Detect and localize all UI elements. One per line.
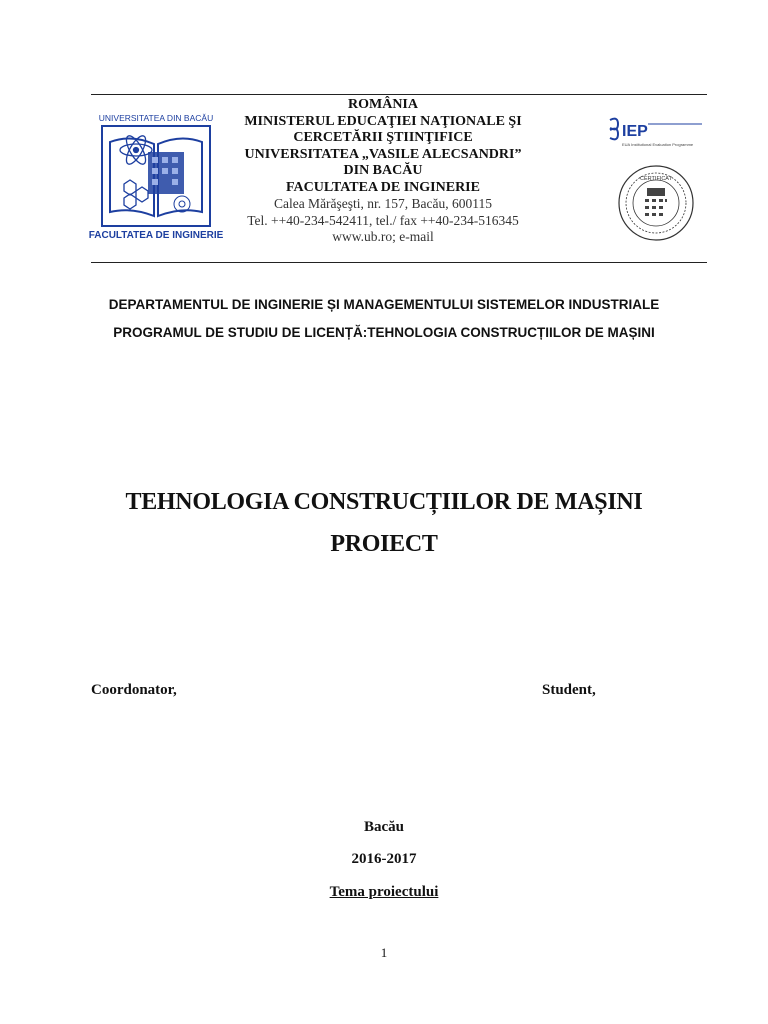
page-number: 1	[380, 945, 388, 960]
project-title: TEHNOLOGIA CONSTRUCȚIILOR DE MAȘINI	[125, 489, 643, 515]
phone: Tel. ++40-234-542411, tel./ fax ++40-234-516345	[247, 212, 519, 228]
header-bottom-rule	[91, 262, 707, 263]
study-program: PROGRAMUL DE STUDIU DE LICENȚĂ:TEHNOLOGIA CONSTRUCȚIILOR DE MAȘINI	[113, 325, 655, 340]
web: www.ub.ro; e-mail	[332, 229, 434, 244]
header-block	[238, 97, 528, 246]
university: UNIVERSITATEA „VASILE ALECSANDRI” DIN BACĂU	[244, 146, 522, 178]
ministry: MINISTERUL EDUCAŢIEI NAŢIONALE ŞI CERCETĂRII ŞTIINŢIFICE	[244, 113, 522, 145]
logo-bottom-text: FACULTATEA DE INGINERIE	[88, 230, 224, 241]
faculty: FACULTATEA DE INGINERIE	[286, 179, 480, 195]
molecule-icon	[124, 180, 148, 209]
project-subtitle: PROIECT	[330, 531, 438, 557]
building-icon	[148, 152, 184, 194]
country: ROMÂNIA	[348, 97, 418, 112]
faculty-logo	[88, 112, 224, 242]
address: Calea Mărăşeşti, nr. 157, Bacău, 600115	[273, 196, 493, 211]
iep-symbol-icon	[610, 119, 618, 140]
header-top-rule	[91, 94, 707, 95]
city: Bacău	[363, 819, 404, 835]
student-label: Student,	[542, 682, 596, 698]
iep-caption: EUA Institutional Evaluation Programme	[622, 142, 694, 147]
project-theme: Tema proiectului	[329, 884, 439, 900]
seal-caption: CERTIFICAT	[640, 176, 672, 182]
iep-logo	[606, 114, 704, 150]
academic-year: 2016-2017	[351, 851, 417, 867]
iep-text: IEP	[622, 123, 648, 140]
seal-emblem-icon	[645, 188, 667, 216]
coordinator-label: Coordonator,	[91, 682, 177, 698]
logo-top-text: UNIVERSITATEA DIN BACĂU	[98, 113, 214, 123]
certification-seal	[617, 164, 695, 242]
department: DEPARTAMENTUL DE INGINERIE ȘI MANAGEMENTULUI SISTEMELOR INDUSTRIALE	[108, 297, 660, 312]
